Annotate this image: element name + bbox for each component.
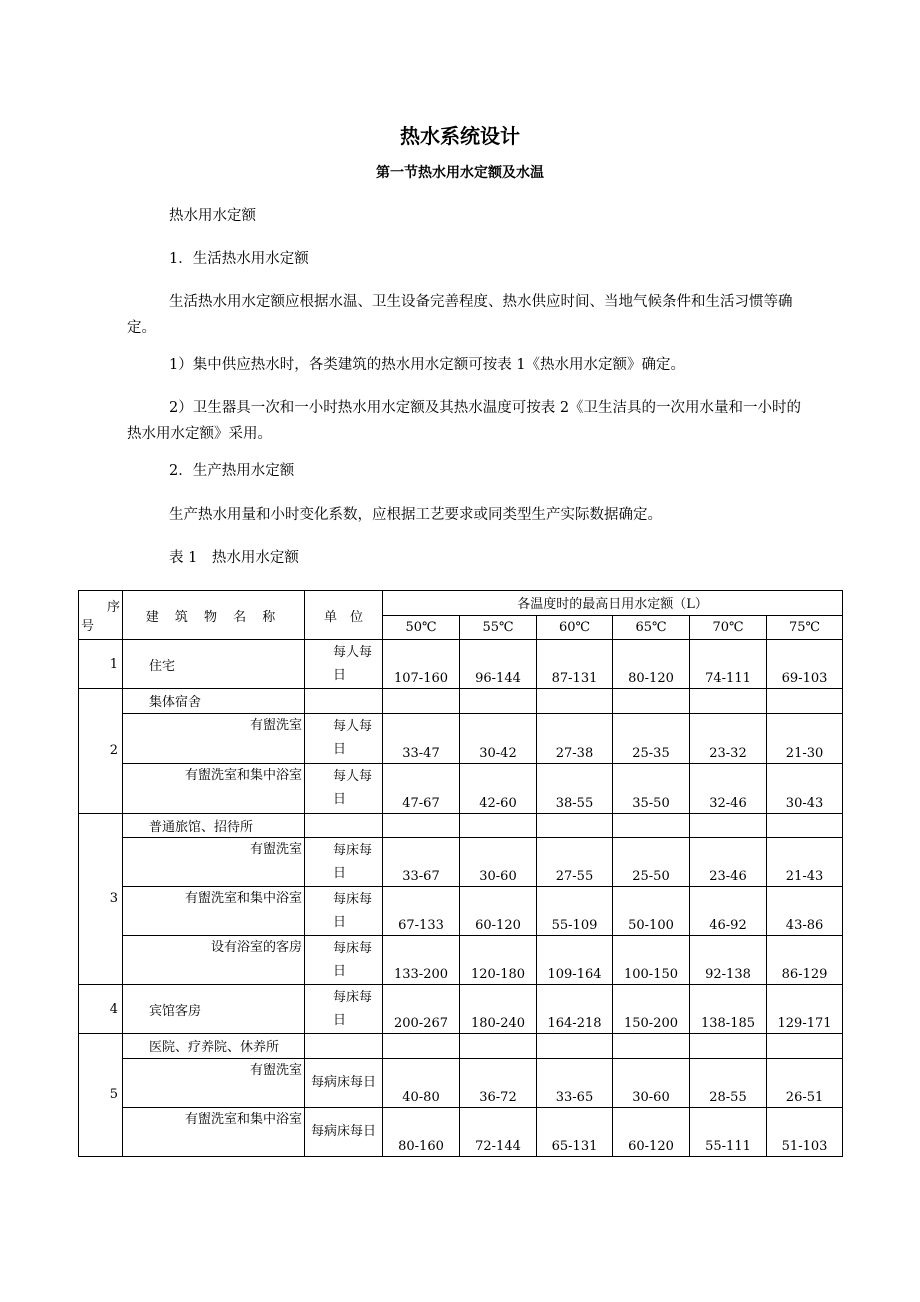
header-building-name: 建 筑 物 名 称 xyxy=(123,591,305,640)
row-value-70: 23-46 xyxy=(690,838,767,887)
table-row xyxy=(79,713,843,763)
row-unit: 每床每日 xyxy=(305,985,383,1034)
row-unit: 每病床每日 xyxy=(305,1107,383,1156)
row-value-65: 25-35 xyxy=(613,713,690,763)
row-unit: 每人每日 xyxy=(305,640,383,689)
row-building-name: 设有浴室的客房 xyxy=(123,936,305,985)
paragraph-heading-domestic: 1．生活热水用水定额 xyxy=(169,251,309,267)
row-value-55: 36-72 xyxy=(460,1058,537,1107)
row-seq: 2 xyxy=(79,689,123,814)
header-temp-65: 65℃ xyxy=(613,615,690,640)
table-group-row xyxy=(79,1034,843,1059)
row-value-65: 150-200 xyxy=(613,985,690,1034)
header-temp-60: 60℃ xyxy=(537,615,613,640)
header-seq-cell xyxy=(79,591,123,640)
row-value-70: 28-55 xyxy=(690,1058,767,1107)
header-temp-55: 55℃ xyxy=(460,615,537,640)
row-unit: 每床每日 xyxy=(305,838,383,887)
row-value-75: 51-103 xyxy=(767,1107,843,1156)
row-seq: 5 xyxy=(79,1034,123,1157)
row-value-55: 60-120 xyxy=(460,887,537,936)
row-value-70: 55-111 xyxy=(690,1107,767,1156)
group-building-name: 普通旅馆、招待所 xyxy=(123,813,305,838)
row-value-60: 27-55 xyxy=(537,838,613,887)
paragraph-item-1: 1）集中供应热水时，各类建筑的热水用水定额可按表 1《热水用水定额》确定。 xyxy=(169,357,686,373)
row-value-60: 87-131 xyxy=(537,640,613,689)
row-value-65: 30-60 xyxy=(613,1058,690,1107)
header-seq-top: 序 xyxy=(106,600,120,615)
paragraph-item-2: 2）卫生器具一次和一小时热水用水定额及其热水温度可按表 2《卫生洁具的一次用水量和一小时的热水用水定额》采用。 xyxy=(127,400,802,442)
row-value-50: 47-67 xyxy=(383,763,460,813)
row-value-75: 86-129 xyxy=(767,936,843,985)
row-value-50: 200-267 xyxy=(383,985,460,1034)
row-value-70: 138-185 xyxy=(690,985,767,1034)
row-value-65: 80-120 xyxy=(613,640,690,689)
row-value-70: 74-111 xyxy=(690,640,767,689)
row-value-55: 96-144 xyxy=(460,640,537,689)
table-group-row xyxy=(79,813,843,838)
row-value-55: 72-144 xyxy=(460,1107,537,1156)
header-temp-50: 50℃ xyxy=(383,615,460,640)
row-value-60: 38-55 xyxy=(537,763,613,813)
row-value-75: 21-30 xyxy=(767,713,843,763)
row-value-65: 25-50 xyxy=(613,838,690,887)
row-unit: 每人每日 xyxy=(305,763,383,813)
table-group-row xyxy=(79,689,843,714)
row-building-name: 宾馆客房 xyxy=(123,985,305,1034)
row-value-75: 30-43 xyxy=(767,763,843,813)
row-value-75: 129-171 xyxy=(767,985,843,1034)
paragraph-production-desc: 生产热水用量和小时变化系数，应根据工艺要求或同类型生产实际数据确定。 xyxy=(169,507,662,523)
row-value-75: 43-86 xyxy=(767,887,843,936)
row-value-60: 33-65 xyxy=(537,1058,613,1107)
row-value-50: 33-67 xyxy=(383,838,460,887)
row-value-50: 107-160 xyxy=(383,640,460,689)
header-temp-70: 70℃ xyxy=(690,615,767,640)
row-building-name: 有盥洗室和集中浴室 xyxy=(123,763,305,813)
row-building-name: 有盥洗室 xyxy=(123,713,305,763)
table-row xyxy=(79,1107,843,1156)
row-value-60: 164-218 xyxy=(537,985,613,1034)
row-unit: 每床每日 xyxy=(305,887,383,936)
row-value-75: 26-51 xyxy=(767,1058,843,1107)
table-row xyxy=(79,763,843,813)
row-value-65: 60-120 xyxy=(613,1107,690,1156)
row-value-65: 100-150 xyxy=(613,936,690,985)
row-value-65: 50-100 xyxy=(613,887,690,936)
row-value-55: 42-60 xyxy=(460,763,537,813)
row-seq: 3 xyxy=(79,813,123,985)
group-building-name: 医院、疗养院、休养所 xyxy=(123,1034,305,1059)
row-value-75: 69-103 xyxy=(767,640,843,689)
row-value-55: 30-60 xyxy=(460,838,537,887)
row-value-55: 180-240 xyxy=(460,985,537,1034)
hot-water-quota-table xyxy=(78,590,843,1157)
header-temp-75: 75℃ xyxy=(767,615,843,640)
row-value-70: 92-138 xyxy=(690,936,767,985)
table-row xyxy=(79,985,843,1034)
row-unit: 每病床每日 xyxy=(305,1058,383,1107)
group-building-name: 集体宿舍 xyxy=(123,689,305,714)
row-value-65: 35-50 xyxy=(613,763,690,813)
header-unit: 单 位 xyxy=(305,591,383,640)
row-value-60: 109-164 xyxy=(537,936,613,985)
row-value-70: 32-46 xyxy=(690,763,767,813)
paragraph-heading-quota: 热水用水定额 xyxy=(169,208,256,224)
row-value-75: 21-43 xyxy=(767,838,843,887)
table-row xyxy=(79,887,843,936)
paragraph-heading-production: 2．生产热用水定额 xyxy=(169,463,295,479)
row-building-name: 有盥洗室 xyxy=(123,1058,305,1107)
header-seq-bottom: 号 xyxy=(81,619,95,634)
row-unit: 每人每日 xyxy=(305,713,383,763)
table-row xyxy=(79,936,843,985)
row-building-name: 有盥洗室 xyxy=(123,838,305,887)
row-value-60: 27-38 xyxy=(537,713,613,763)
row-value-50: 33-47 xyxy=(383,713,460,763)
section-subtitle: 第一节热水用水定额及水温 xyxy=(376,165,544,181)
table-row xyxy=(79,838,843,887)
paragraph-domestic-desc: 生活热水用水定额应根据水温、卫生设备完善程度、热水供应时间、当地气候条件和生活习惯等确定。 xyxy=(127,294,793,336)
row-building-name: 有盥洗室和集中浴室 xyxy=(123,887,305,936)
row-seq: 4 xyxy=(79,985,123,1034)
row-building-name: 住宅 xyxy=(123,640,305,689)
table-row xyxy=(79,640,843,689)
row-value-55: 120-180 xyxy=(460,936,537,985)
header-temperature-group: 各温度时的最高日用水定额（L） xyxy=(383,591,843,616)
row-building-name: 有盥洗室和集中浴室 xyxy=(123,1107,305,1156)
row-unit: 每床每日 xyxy=(305,936,383,985)
document-title: 热水系统设计 xyxy=(400,124,520,148)
table-row xyxy=(79,1058,843,1107)
table-caption: 表 1 热水用水定额 xyxy=(169,550,299,566)
row-value-50: 80-160 xyxy=(383,1107,460,1156)
row-value-50: 67-133 xyxy=(383,887,460,936)
row-value-70: 23-32 xyxy=(690,713,767,763)
row-seq: 1 xyxy=(79,640,123,689)
row-value-55: 30-42 xyxy=(460,713,537,763)
row-value-60: 65-131 xyxy=(537,1107,613,1156)
row-value-50: 133-200 xyxy=(383,936,460,985)
table-header-row xyxy=(79,591,843,616)
row-value-50: 40-80 xyxy=(383,1058,460,1107)
row-value-60: 55-109 xyxy=(537,887,613,936)
row-value-70: 46-92 xyxy=(690,887,767,936)
